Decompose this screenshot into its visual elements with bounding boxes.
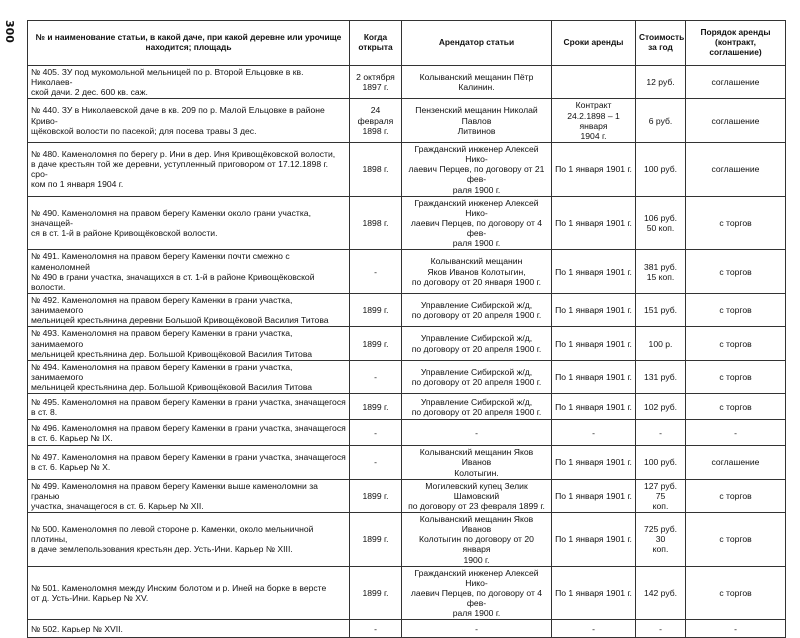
- cell-order: соглашение: [686, 99, 786, 143]
- cell-tenant: Могилевский купец Зелик Шамовский по договору от 23 февраля 1899 г.: [402, 479, 552, 512]
- header-date: Когда открыта: [350, 21, 402, 66]
- cell-term: Контракт 24.2.1898 – 1 января 1904 г.: [552, 99, 636, 143]
- cell-tenant: Гражданский инженер Алексей Нико- лаевич Перцев, по договору от 4 фев- раля 1900 г.: [402, 196, 552, 250]
- cell-name: № 440. ЗУ в Николаевской даче в кв. 209 по р. Малой Ельцовке в районе Криво- щёковской волости по пасекой; для посева травы 3 дес.: [28, 99, 350, 143]
- cell-name: № 493. Каменоломня на правом берегу Каменки в грани участка, занимаемого мельницей крестьянина дер. Большой Кривощёковой Василия Титова: [28, 327, 350, 360]
- cell-cost: 131 руб.: [636, 360, 686, 393]
- cell-term: По 1 января 1901 г.: [552, 513, 636, 567]
- cell-term: По 1 января 1901 г.: [552, 446, 636, 479]
- cell-term: По 1 января 1901 г.: [552, 360, 636, 393]
- cell-tenant: Управление Сибирской ж/д, по договору от 20 апреля 1900 г.: [402, 394, 552, 420]
- table-row: [28, 196, 786, 250]
- cell-date: -: [350, 360, 402, 393]
- cell-date: 1899 г.: [350, 513, 402, 567]
- cell-name: № 500. Каменоломня по левой стороне р. Каменки, около мельничной плотины, в дачe землепользования крестьян дер. Усть-Ини. Карьер № XIII.: [28, 513, 350, 567]
- cell-date: 1899 г.: [350, 293, 402, 326]
- cell-term: По 1 января 1901 г.: [552, 142, 636, 196]
- cell-cost: 6 руб.: [636, 99, 686, 143]
- table-row: [28, 566, 786, 620]
- cell-tenant: -: [402, 420, 552, 446]
- cell-order: соглашение: [686, 66, 786, 99]
- cell-term: [552, 66, 636, 99]
- cell-date: 1898 г.: [350, 142, 402, 196]
- header-tenant: Арендатор статьи: [402, 21, 552, 66]
- table-row: [28, 327, 786, 360]
- cell-name: № 405. ЗУ под мукомольной мельницей по р. Второй Ельцовке в кв. Николаев- ской дачи. 2 дес. 600 кв. саж.: [28, 66, 350, 99]
- cell-tenant: Колыванский мещанин Яков Иванов Колотыгин.: [402, 446, 552, 479]
- cell-date: 1899 г.: [350, 327, 402, 360]
- table-row: [28, 420, 786, 446]
- cell-date: -: [350, 420, 402, 446]
- cell-name: № 495. Каменоломня на правом берегу Каменки в грани участка, значащегося в ст. 8.: [28, 394, 350, 420]
- cell-cost: 100 р.: [636, 327, 686, 360]
- cell-tenant: Колыванский мещанин Яков Иванов Колотыгин по договору от 20 января 1900 г.: [402, 513, 552, 567]
- cell-term: По 1 января 1901 г.: [552, 566, 636, 620]
- cell-tenant: -: [402, 620, 552, 638]
- cell-name: № 490. Каменоломня на правом берегу Каменки около грани участка, значащей- ся в ст. 1-й в районе Кривощёковской волости.: [28, 196, 350, 250]
- cell-order: с торгов: [686, 360, 786, 393]
- cell-name: № 497. Каменоломня на правом берегу Каменки в грани участка, значащегося в ст. 6. Карьер № X.: [28, 446, 350, 479]
- cell-name: № 480. Каменоломня по берегу р. Ини в дер. Иня Кривощёковской волости, в дачe крестьян той же деревни, уступленный приговором от 17.12.1898 г. сро- ком по 1 января 1904 г.: [28, 142, 350, 196]
- cell-name: № 502. Карьер № XVII.: [28, 620, 350, 638]
- cell-date: -: [350, 620, 402, 638]
- header-name: № и наименование статьи, в какой даче, при какой деревне или урочище находится; площадь: [28, 21, 350, 66]
- table-row: [28, 620, 786, 638]
- table-row: [28, 293, 786, 326]
- cell-cost: -: [636, 420, 686, 446]
- table-row: [28, 250, 786, 294]
- cell-cost: 100 руб.: [636, 142, 686, 196]
- cell-cost: 151 руб.: [636, 293, 686, 326]
- cell-order: соглашение: [686, 142, 786, 196]
- table-row: [28, 394, 786, 420]
- cell-date: -: [350, 250, 402, 294]
- cell-cost: 127 руб. 75 коп.: [636, 479, 686, 512]
- cell-order: с торгов: [686, 566, 786, 620]
- cell-term: По 1 января 1901 г.: [552, 394, 636, 420]
- cell-name: № 496. Каменоломня на правом берегу Каменки в грани участка, значащегося в ст. 6. Карьер № IX.: [28, 420, 350, 446]
- cell-order: с торгов: [686, 293, 786, 326]
- cell-cost: 142 руб.: [636, 566, 686, 620]
- cell-term: -: [552, 420, 636, 446]
- cell-tenant: Управление Сибирской ж/д, по договору от 20 апреля 1900 г.: [402, 327, 552, 360]
- cell-date: 2 октября 1897 г.: [350, 66, 402, 99]
- cell-date: 1899 г.: [350, 394, 402, 420]
- cell-term: По 1 января 1901 г.: [552, 196, 636, 250]
- table-row: [28, 360, 786, 393]
- header-order: Порядок аренды (контракт, соглашение): [686, 21, 786, 66]
- table-row: [28, 66, 786, 99]
- cell-cost: -: [636, 620, 686, 638]
- cell-name: № 494. Каменоломня на правом берегу Каменки в грани участка, занимаемого мельницей крестьянина дер. Большой Кривощёковой Василия Титова: [28, 360, 350, 393]
- cell-name: № 501. Каменоломня между Инским болотом и р. Иней на борке в версте от д. Усть-Ини. Карьер № XV.: [28, 566, 350, 620]
- cell-name: № 492. Каменоломня на правом берегу Каменки в грани участка, занимаемого мельницей крестьянина деревни Большой Кривощёковой Василия Титова: [28, 293, 350, 326]
- cell-date: 1899 г.: [350, 566, 402, 620]
- table-header-row: [28, 21, 786, 66]
- cell-term: По 1 января 1901 г.: [552, 479, 636, 512]
- cell-cost: 100 руб.: [636, 446, 686, 479]
- table-row: [28, 513, 786, 567]
- cell-order: с торгов: [686, 327, 786, 360]
- cell-date: -: [350, 446, 402, 479]
- cell-order: -: [686, 620, 786, 638]
- cell-name: № 491. Каменоломня на правом берегу Каменки почти смежно с каменоломней № 490 в грани участка, значащихся в ст. 1-й в районе Кривощёковской волости.: [28, 250, 350, 294]
- table-row: [28, 99, 786, 143]
- cell-order: с торгов: [686, 250, 786, 294]
- cell-date: 1899 г.: [350, 479, 402, 512]
- cell-cost: 102 руб.: [636, 394, 686, 420]
- cell-tenant: Управление Сибирской ж/д, по договору от 20 апреля 1900 г.: [402, 293, 552, 326]
- cell-date: 24 февраля 1898 г.: [350, 99, 402, 143]
- cell-tenant: Пензенский мещанин Николай Павлов Литвинов: [402, 99, 552, 143]
- cell-name: № 499. Каменоломня на правом берегу Каменки выше каменоломни за гранью участка, значащегося в ст. 6. Карьер № XII.: [28, 479, 350, 512]
- cell-cost: 381 руб. 15 коп.: [636, 250, 686, 294]
- cell-order: соглашение: [686, 446, 786, 479]
- cell-date: 1898 г.: [350, 196, 402, 250]
- cell-order: -: [686, 420, 786, 446]
- cell-tenant: Колыванский мещанин Яков Иванов Колотыгин, по договору от 20 января 1900 г.: [402, 250, 552, 294]
- lease-table: [27, 20, 786, 638]
- cell-cost: 725 руб. 30 коп.: [636, 513, 686, 567]
- page-number: 300: [3, 20, 16, 43]
- cell-tenant: Гражданский инженер Алексей Нико- лаевич Перцев, по договору от 4 фев- раля 1900 г.: [402, 566, 552, 620]
- table-row: [28, 142, 786, 196]
- table-row: [28, 479, 786, 512]
- cell-cost: 12 руб.: [636, 66, 686, 99]
- cell-tenant: Гражданский инженер Алексей Нико- лаевич Перцев, по договору от 21 фев- раля 1900 г.: [402, 142, 552, 196]
- table-row: [28, 446, 786, 479]
- cell-order: с торгов: [686, 513, 786, 567]
- cell-term: По 1 января 1901 г.: [552, 250, 636, 294]
- cell-term: По 1 января 1901 г.: [552, 327, 636, 360]
- cell-cost: 106 руб. 50 коп.: [636, 196, 686, 250]
- header-term: Сроки аренды: [552, 21, 636, 66]
- cell-order: с торгов: [686, 196, 786, 250]
- cell-term: По 1 января 1901 г.: [552, 293, 636, 326]
- cell-tenant: Колыванский мещанин Пётр Калинин.: [402, 66, 552, 99]
- cell-tenant: Управление Сибирской ж/д, по договору от 20 апреля 1900 г.: [402, 360, 552, 393]
- cell-term: -: [552, 620, 636, 638]
- cell-order: с торгов: [686, 394, 786, 420]
- cell-order: с торгов: [686, 479, 786, 512]
- header-cost: Стоимость за год: [636, 21, 686, 66]
